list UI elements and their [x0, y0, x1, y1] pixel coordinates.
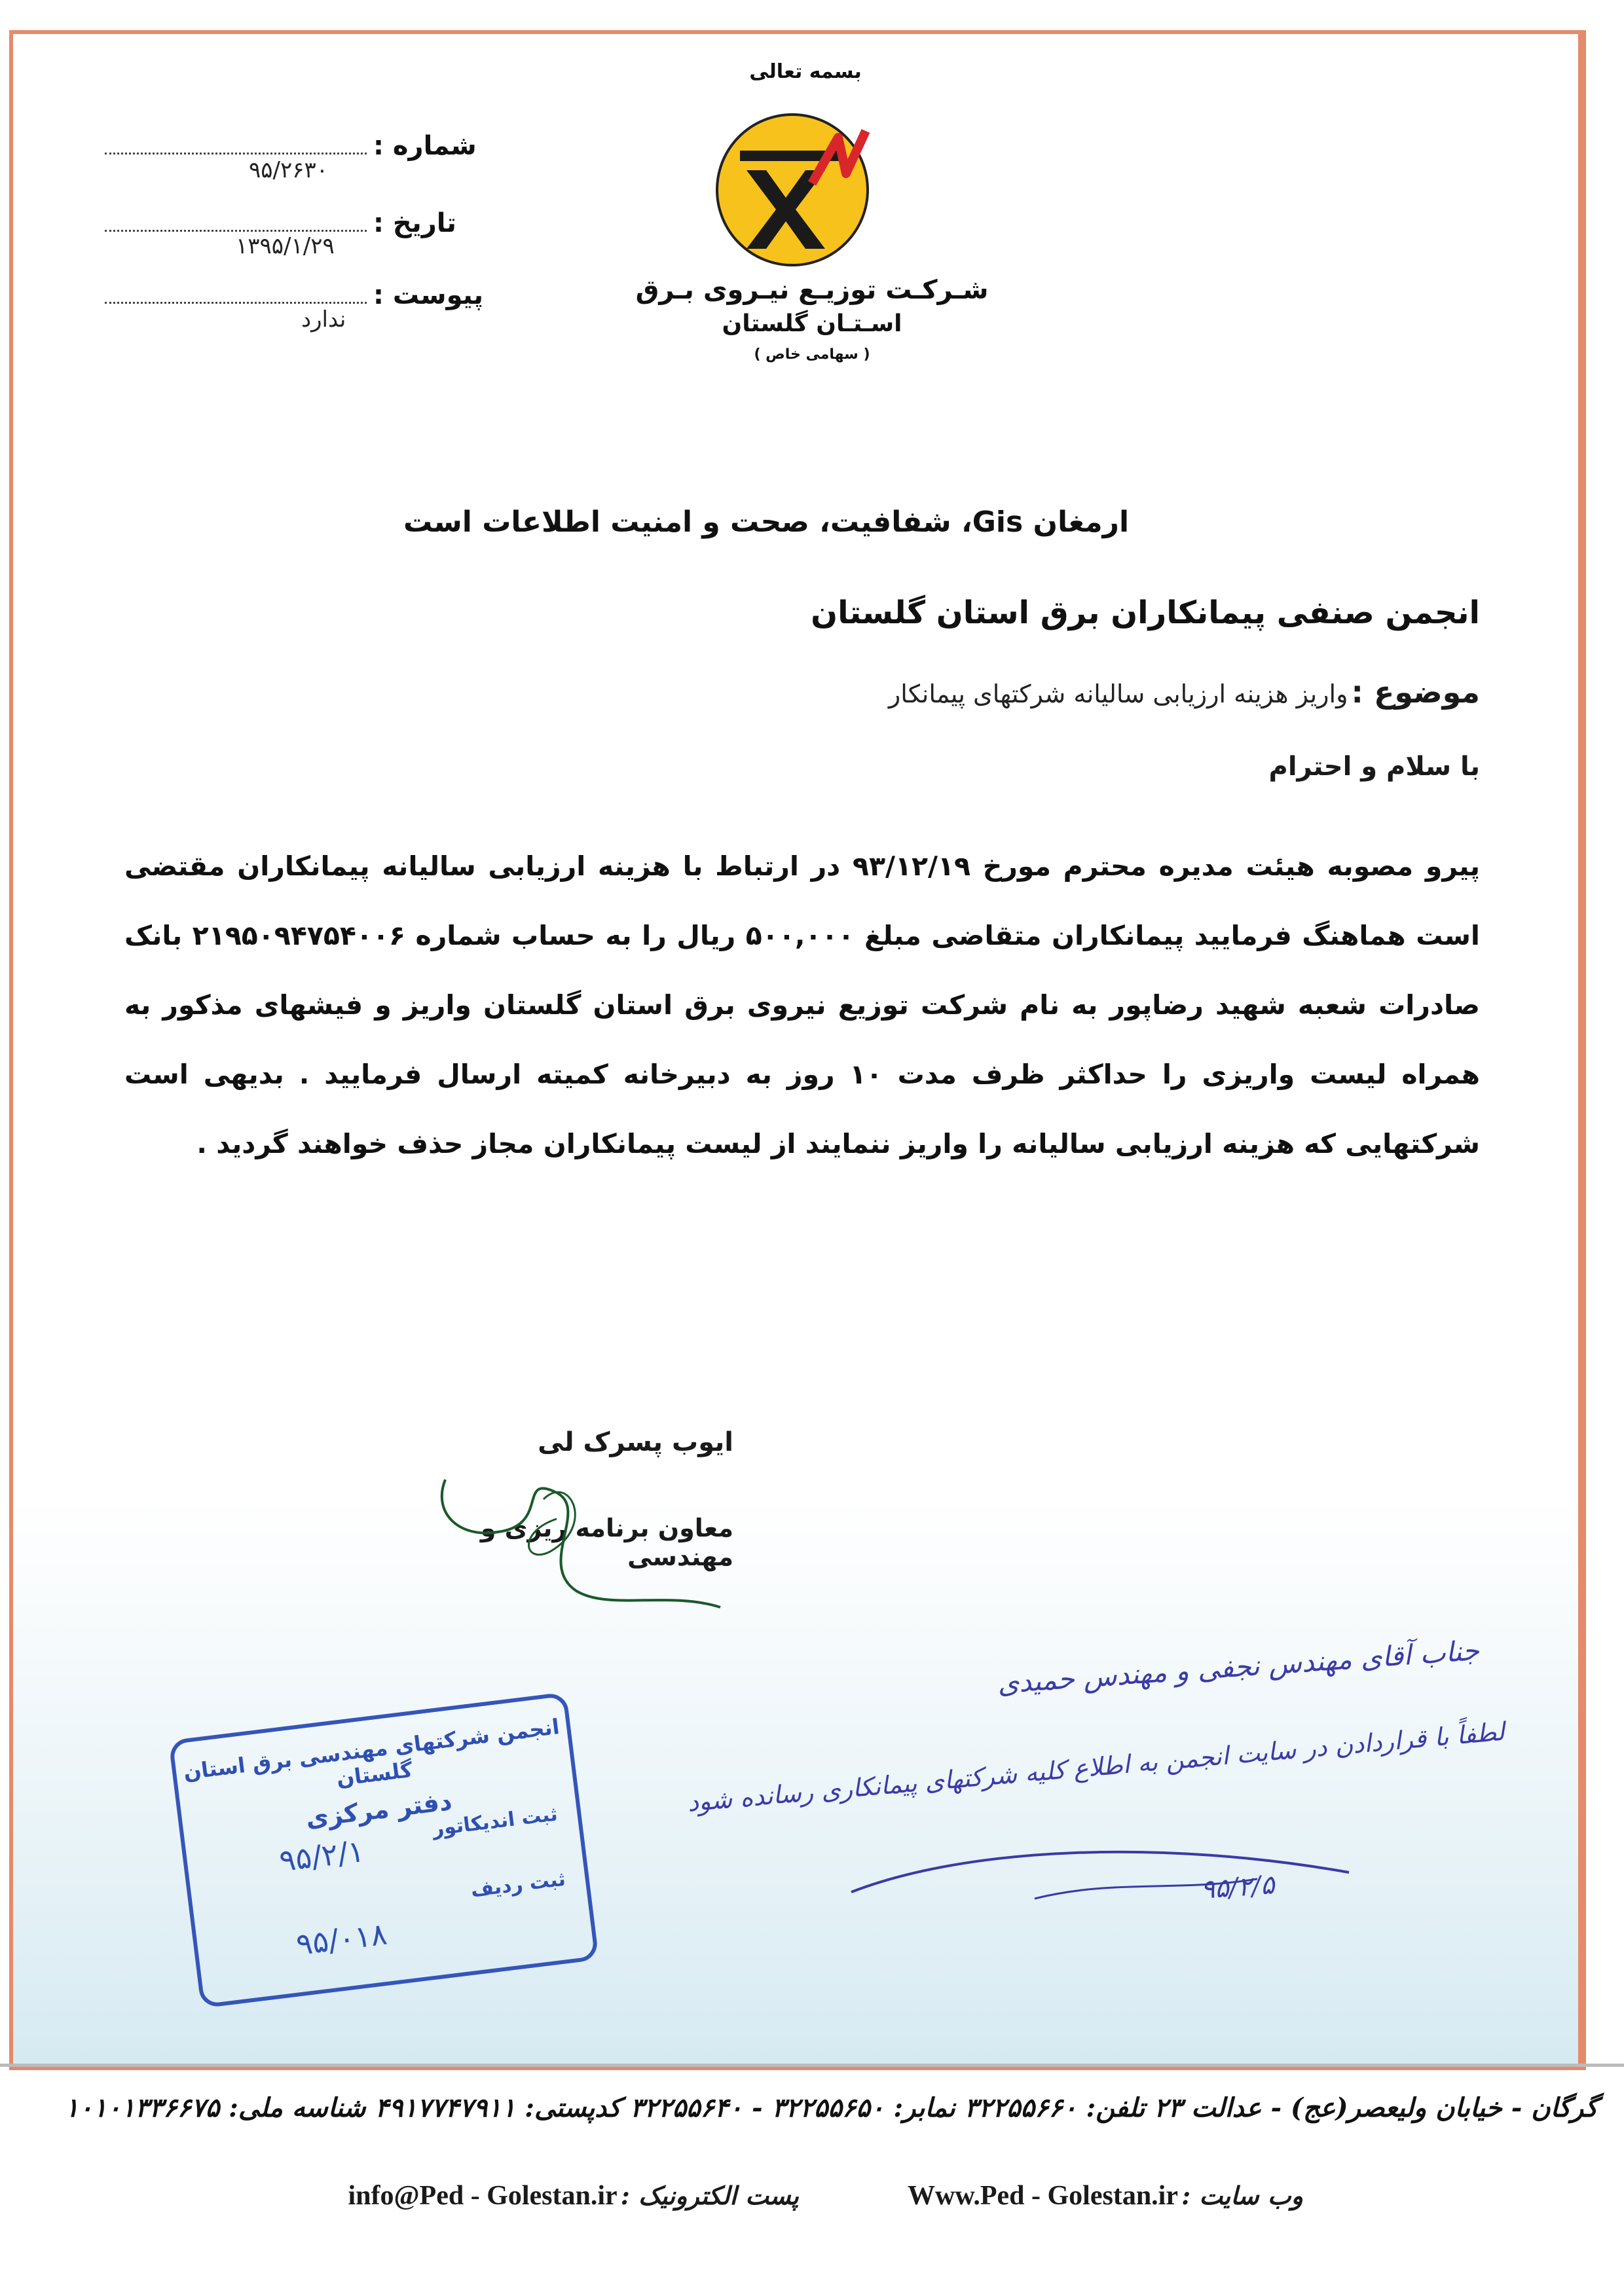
handwritten-underline [838, 1833, 1375, 1912]
footer-website [858, 2180, 1303, 2212]
subject-value: واریز هزینه ارزیابی سالیانه شرکتهای پیمانکار [888, 680, 1348, 708]
footer-divider [0, 2064, 1624, 2067]
stamp-row-number: ۹۵/۰۱۸ [294, 1916, 389, 1963]
signer-name: ایوب پسرک لی [538, 1427, 733, 1457]
attachment-dots [105, 282, 367, 304]
signature-stroke [442, 1480, 720, 1607]
stamp-indicator-label: ثبت اندیکاتور [431, 1802, 559, 1841]
stamp-office: دفتر مرکزی [304, 1786, 454, 1833]
footer-address: گرگان - خیابان ولیعصر(عج) - عدالت ۲۳ تلفن: ۳۲۲۵۵۶۶۰ نمابر: ۳۲۲۵۵۶۵۰ - ۳۲۲۵۵۶۴۰ کدپستی: ۴۹۱۷۷۴۷۹۱۱ شناسه ملی: ۱۰۱۰۱۳۳۶۶۷۵ [64, 2092, 1598, 2123]
footer-email [301, 2180, 799, 2212]
email-link[interactable]: info@Ped - Golestan.ir [348, 2181, 618, 2211]
attachment-value: ندارد [301, 306, 346, 333]
letter-slogan: ارمغان Gis، شفافیت، صحت و امنیت اطلاعات است [403, 505, 1130, 539]
attachment-label: پیوست : [373, 280, 484, 310]
company-logo [694, 111, 930, 271]
stamp-indicator-date: ۹۵/۲/۱ [277, 1832, 366, 1879]
letter-date-dots [105, 210, 367, 232]
note-underline-flourish [1035, 1879, 1257, 1899]
letter-number-label: شماره : [373, 131, 477, 161]
subject-label: موضوع : [1351, 674, 1480, 710]
signature-scribble [419, 1434, 733, 1630]
handwritten-note-addressee: جناب آقای مهندس نجفی و مهندس حمیدی [996, 1633, 1481, 1700]
signer-title: معاون برنامه ریزی و مهندسی [480, 1514, 733, 1571]
handwritten-note-date: ۹۵/۲/۵ [1200, 1870, 1276, 1905]
letter-recipient: انجمن صنفی پیمانکاران برق استان گلستان [811, 594, 1480, 631]
letter-subject [524, 674, 1480, 710]
attachment-row [105, 280, 483, 310]
basmala: بسمه تعالی [749, 60, 862, 83]
website-label: وب سایت : [1181, 2181, 1303, 2210]
letter-body: پیرو مصوبه هیئت مدیره محترم مورخ ۹۳/۱۲/۱۹ در ارتباط با هزینه ارزیابی سالیانه پیمانکاران مقتضی است هماهنگ فرمایید پیمانکاران متقاضی مبلغ ۵۰۰,۰۰۰ ریال را به حساب شماره ۲۱۹۵۰۹۴۷۵۴۰۰۶ بانک صادرات شعبه شهید رضاپور به نام شرکت توزیع نیروی برق استان گلستان واریز و فیشهای مذکور به همراه لیست واریزی را حداکثر ظرف مدت ۱۰ روز به دبیرخانه کمیته ارسال فرمایید . بدیهی است شرکتهایی که هزینه ارزیابی سالیانه را واریز ننمایند از لیست پیمانکاران مجاز حذف خواهند گردید . [124, 850, 1481, 1159]
website-link[interactable]: Www.Ped - Golestan.ir [908, 2181, 1178, 2211]
letter-number-value: ۹۵/۲۶۳۰ [249, 157, 329, 183]
company-name-block [609, 275, 1015, 363]
letter-date-label: تاریخ : [373, 208, 456, 238]
frame-edge [1578, 30, 1586, 2066]
stamp-org-name: انجمن شرکتهای مهندسی برق استان گلستان [181, 1714, 561, 1791]
stamp-row-label: ثبت ردیف [470, 1867, 567, 1903]
email-label: پست الکترونیک : [620, 2181, 799, 2210]
registration-stamp [168, 1692, 599, 2009]
handwritten-note-instruction: لطفاً با قراردادن در سایت انجمن به اطلاع کلیه شرکتهای پیمانکاری رسانده شود [686, 1717, 1506, 1817]
letter-number-dots [105, 133, 367, 155]
letter-greeting: با سلام و احترام [1268, 752, 1480, 782]
note-underline-stroke [851, 1852, 1349, 1892]
company-province: اسـتـان گلستان [722, 310, 902, 337]
company-type: ( سهامی خاص ) [754, 346, 870, 363]
letter-date-value: ۱۳۹۵/۱/۲۹ [236, 233, 335, 259]
company-logo-icon [694, 111, 930, 268]
company-name: شـرکـت توزیـع نیـروی بـرق [635, 275, 989, 305]
